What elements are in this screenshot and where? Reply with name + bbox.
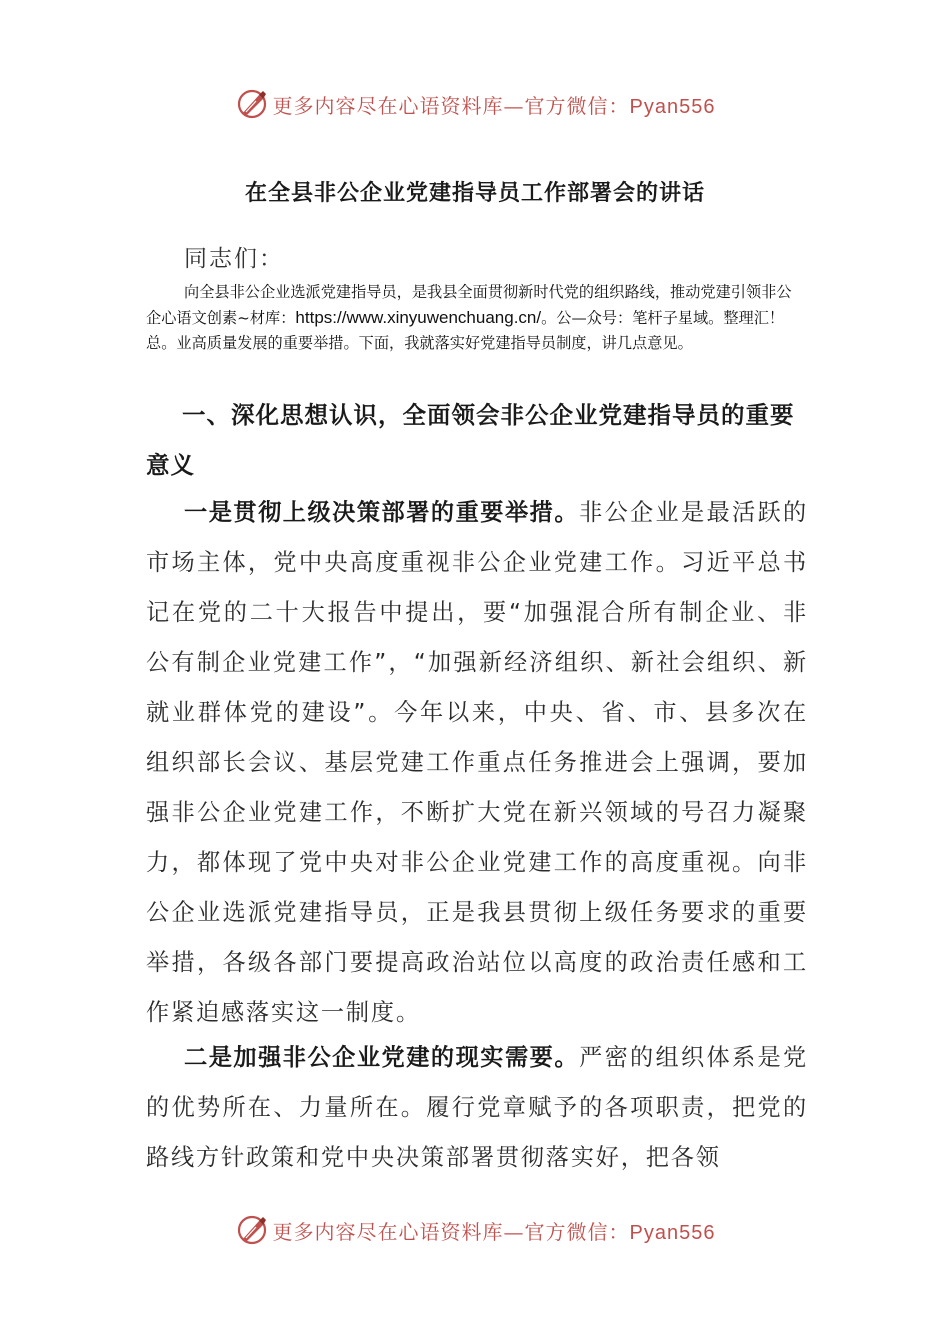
wechat-id: Pyan556 [629, 95, 716, 118]
paragraph-lead: 一是贯彻上级决策部署的重要举措。 [184, 499, 580, 526]
paragraph-body: 严密的组织体系是党的优势所在、力量所在。履行党章赋予的各项职责，把党的路线方针政策和党中央决策部署贯彻落实好，把各领 [146, 1044, 809, 1171]
wechat-id: Pyan556 [629, 1221, 716, 1244]
banner-text: 更多内容尽在心语资料库—官方微信：Pyan556 [272, 1219, 716, 1244]
footer-banner [0, 1210, 950, 1250]
body-paragraph-2 [146, 1033, 808, 1183]
body-paragraph-1 [146, 488, 808, 1038]
section-heading-1: 一、深化思想认识，全面领会非公企业党建指导员的重要意义 [146, 401, 795, 479]
intro-paragraph: 向全县非公企业选派党建指导员，是我县全面贯彻新时代党的组织路线，推动党建引领非公企心语文创素~材库：https://www.xinyuwenchuang.cn/。公—众号：笔杆子星域。整理汇！总。业高质量发展的重要举措。下面，我就落实好党建指导员制度，讲几点意见。 [146, 283, 792, 352]
intro-url: https://www.xinyuwenchuang.cn/ [295, 308, 542, 327]
document-title: 在全县非公企业党建指导员工作部署会的讲话 [244, 181, 705, 206]
pen-nib-logo-icon [235, 1213, 269, 1247]
paragraph-lead: 二是加强非公企业党建的现实需要。 [184, 1044, 580, 1071]
paragraph-body: 非公企业是最活跃的市场主体，党中央高度重视非公企业党建工作。习近平总书记在党的二十大报告中提出，要“加强混合所有制企业、非公有制企业党建工作”，“加强新经济组织、新社会组织、新就业群体党的建设”。今年以来，中央、省、市、县多次在组织部长会议、基层党建工作重点任务推进会上强调，要加强非公企业党建工作，不断扩大党在新兴领域的号召力凝聚力，都体现了党中央对非公企业党建工作的高度重视。向非公企业选派党建指导员，正是我县贯彻上级任务要求的重要举措，各级各部门要提高政治站位以高度的政治责任感和工作紧迫感落实这一制度。 [146, 499, 809, 1026]
header-banner [0, 84, 950, 124]
pen-nib-logo-icon [235, 87, 269, 121]
banner-text: 更多内容尽在心语资料库—官方微信：Pyan556 [272, 93, 716, 118]
salutation: 同志们： [184, 246, 284, 272]
